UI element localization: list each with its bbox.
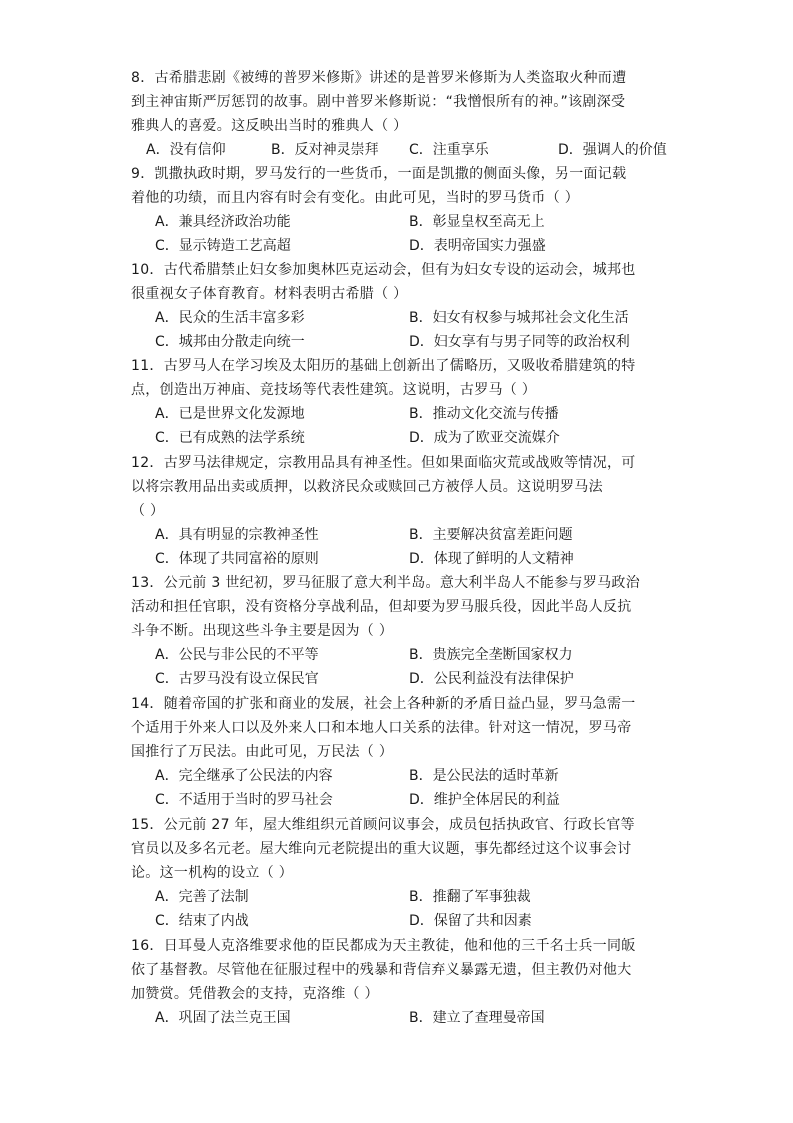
option-d: D．保留了共和因素	[409, 913, 532, 929]
question-12-stem-line-2: 以将宗教用品出卖或质押，以救济民众或赎回己方被俘人员。这说明罗马法	[131, 479, 603, 495]
option-a: A．巩固了法兰克王国	[155, 1010, 291, 1026]
question-10-stem-line-2: 很重视女子体育教育。材料表明古希腊（ ）	[131, 286, 408, 302]
option-d: D．妇女享有与男子同等的政治权利	[409, 334, 630, 350]
option-a: A．公民与非公民的不平等	[155, 647, 319, 663]
option-c: C．不适用于当时的罗马社会	[155, 792, 333, 808]
option-c: C．结束了内战	[155, 913, 249, 929]
question-9	[131, 162, 671, 258]
option-a: A．具有明显的宗教神圣性	[155, 527, 319, 543]
option-d: D．公民利益没有法律保护	[409, 671, 574, 687]
option-d: D．维护全体居民的利益	[409, 792, 560, 808]
option-a: A．已是世界文化发源地	[155, 406, 305, 422]
question-13-stem-line-3: 斗争不断。出现这些斗争主要是因为（ ）	[131, 623, 394, 639]
question-9-stem-line-1: 9．凯撒执政时期，罗马发行的一些货币，一面是凯撒的侧面头像，另一面记载	[131, 166, 627, 182]
question-10-stem-line-1: 10．古代希腊禁止妇女参加奥林匹克运动会，但有为妇女专设的运动会，城邦也	[131, 262, 636, 278]
option-b: B．是公民法的适时革新	[409, 768, 559, 784]
question-8-stem-line-3: 雅典人的喜爱。这反映出当时的雅典人（ ）	[131, 118, 408, 134]
question-16-stem-line-3: 加赞赏。凭借教会的支持，克洛维（ ）	[131, 986, 379, 1002]
question-13-stem-line-2: 活动和担任官职，没有资格分享战利品，但却要为罗马服兵役，因此半岛人反抗	[131, 599, 632, 615]
question-15-options-row-2	[131, 909, 671, 933]
question-15-options-row-1	[131, 885, 671, 909]
question-9-stem-line-2: 着他的功绩，而且内容有时会有变化。由此可见，当时的罗马货币（ ）	[131, 190, 580, 206]
question-13-options-row-2	[131, 667, 671, 691]
question-10-options-row-1	[131, 306, 671, 330]
option-a: A．没有信仰	[146, 142, 226, 158]
question-8-stem-line-1: 8．古希腊悲剧《被缚的普罗米修斯》讲述的是普罗米修斯为人类盗取火种而遭	[131, 70, 627, 86]
question-11-options-row-2	[131, 426, 671, 450]
question-16	[131, 934, 671, 1030]
option-a: A．兼具经济政治功能	[155, 214, 291, 230]
option-d: D．表明帝国实力强盛	[409, 238, 546, 254]
question-13	[131, 571, 671, 691]
question-8-stem-line-2: 到主神宙斯严厉惩罚的故事。剧中普罗米修斯说：“我憎恨所有的神。”该剧深受	[131, 94, 626, 110]
option-c: C．显示铸造工艺高超	[155, 238, 291, 254]
question-8	[131, 66, 671, 162]
question-11-stem-line-2: 点，创造出万神庙、竞技场等代表性建筑。这说明，古罗马（ ）	[131, 382, 537, 398]
question-11	[131, 354, 671, 450]
option-d: D．成为了欧亚交流媒介	[409, 430, 560, 446]
option-d: D．强调人的价值	[558, 142, 667, 158]
option-b: B．妇女有权参与城邦社会文化生活	[409, 310, 629, 326]
question-15-stem-line-3: 论。这一机构的设立（ ）	[131, 865, 294, 881]
question-10-options-row-2	[131, 330, 671, 354]
question-12-options-row-2	[131, 547, 671, 571]
option-b: B．推动文化交流与传播	[409, 406, 559, 422]
option-d: D．体现了鲜明的人文精神	[409, 551, 574, 567]
question-11-options-row-1	[131, 402, 671, 426]
option-a: A．完全继承了公民法的内容	[155, 768, 333, 784]
option-c: C．城邦由分散走向统一	[155, 334, 305, 350]
question-9-options-row-2	[131, 234, 671, 258]
question-14-stem-line-3: 国推行了万民法。由此可见，万民法（ ）	[131, 744, 394, 760]
question-15	[131, 813, 671, 933]
question-16-options-row-1	[131, 1006, 671, 1030]
question-14-options-row-2	[131, 788, 671, 812]
option-c: C．注重享乐	[409, 142, 489, 158]
question-13-options-row-1	[131, 643, 671, 667]
option-b: B．反对神灵崇拜	[271, 142, 379, 158]
option-a: A．民众的生活丰富多彩	[155, 310, 305, 326]
question-16-stem-line-1: 16．日耳曼人克洛维要求他的臣民都成为天主教徒，他和他的三千名士兵一同皈	[131, 938, 636, 954]
option-a: A．完善了法制	[155, 889, 249, 905]
question-12	[131, 451, 671, 571]
question-11-stem-line-1: 11．古罗马人在学习埃及太阳历的基础上创新出了儒略历，又吸收希腊建筑的特	[131, 358, 636, 374]
option-c: C．体现了共同富裕的原则	[155, 551, 319, 567]
option-b: B．贵族完全垄断国家权力	[409, 647, 573, 663]
question-13-stem-line-1: 13．公元前 3 世纪初，罗马征服了意大利半岛。意大利半岛人不能参与罗马政治	[131, 575, 641, 591]
question-15-stem-line-2: 官员以及多名元老。屋大维向元老院提出的重大议题，事先都经过这个议事会讨	[131, 841, 632, 857]
question-8-options	[131, 138, 671, 162]
option-c: C．古罗马没有设立保民官	[155, 671, 319, 687]
option-b: B．推翻了军事独裁	[409, 889, 531, 905]
question-10	[131, 258, 671, 354]
question-14-stem-line-2: 个适用于外来人口以及外来人口和本地人口关系的法律。针对这一情况，罗马帝	[131, 720, 632, 736]
question-14-stem-line-1: 14．随着帝国的扩张和商业的发展，社会上各种新的矛盾日益凸显，罗马急需一	[131, 696, 636, 712]
question-12-stem-line-1: 12．古罗马法律规定，宗教用品具有神圣性。但如果面临灾荒或战败等情况，可	[131, 455, 636, 471]
question-12-options-row-1	[131, 523, 671, 547]
option-c: C．已有成熟的法学系统	[155, 430, 305, 446]
question-12-stem-line-3: （ ）	[131, 503, 165, 519]
option-b: B．建立了查理曼帝国	[409, 1010, 545, 1026]
question-15-stem-line-1: 15．公元前 27 年，屋大维组织元首顾问议事会，成员包括执政官、行政长官等	[131, 817, 635, 833]
question-14	[131, 692, 671, 812]
question-16-stem-line-2: 依了基督教。尽管他在征服过程中的残暴和背信弃义暴露无遗，但主教仍对他大	[131, 962, 632, 978]
question-14-options-row-1	[131, 764, 671, 788]
option-b: B．彰显皇权至高无上	[409, 214, 545, 230]
question-9-options-row-1	[131, 210, 671, 234]
option-b: B．主要解决贫富差距问题	[409, 527, 573, 543]
